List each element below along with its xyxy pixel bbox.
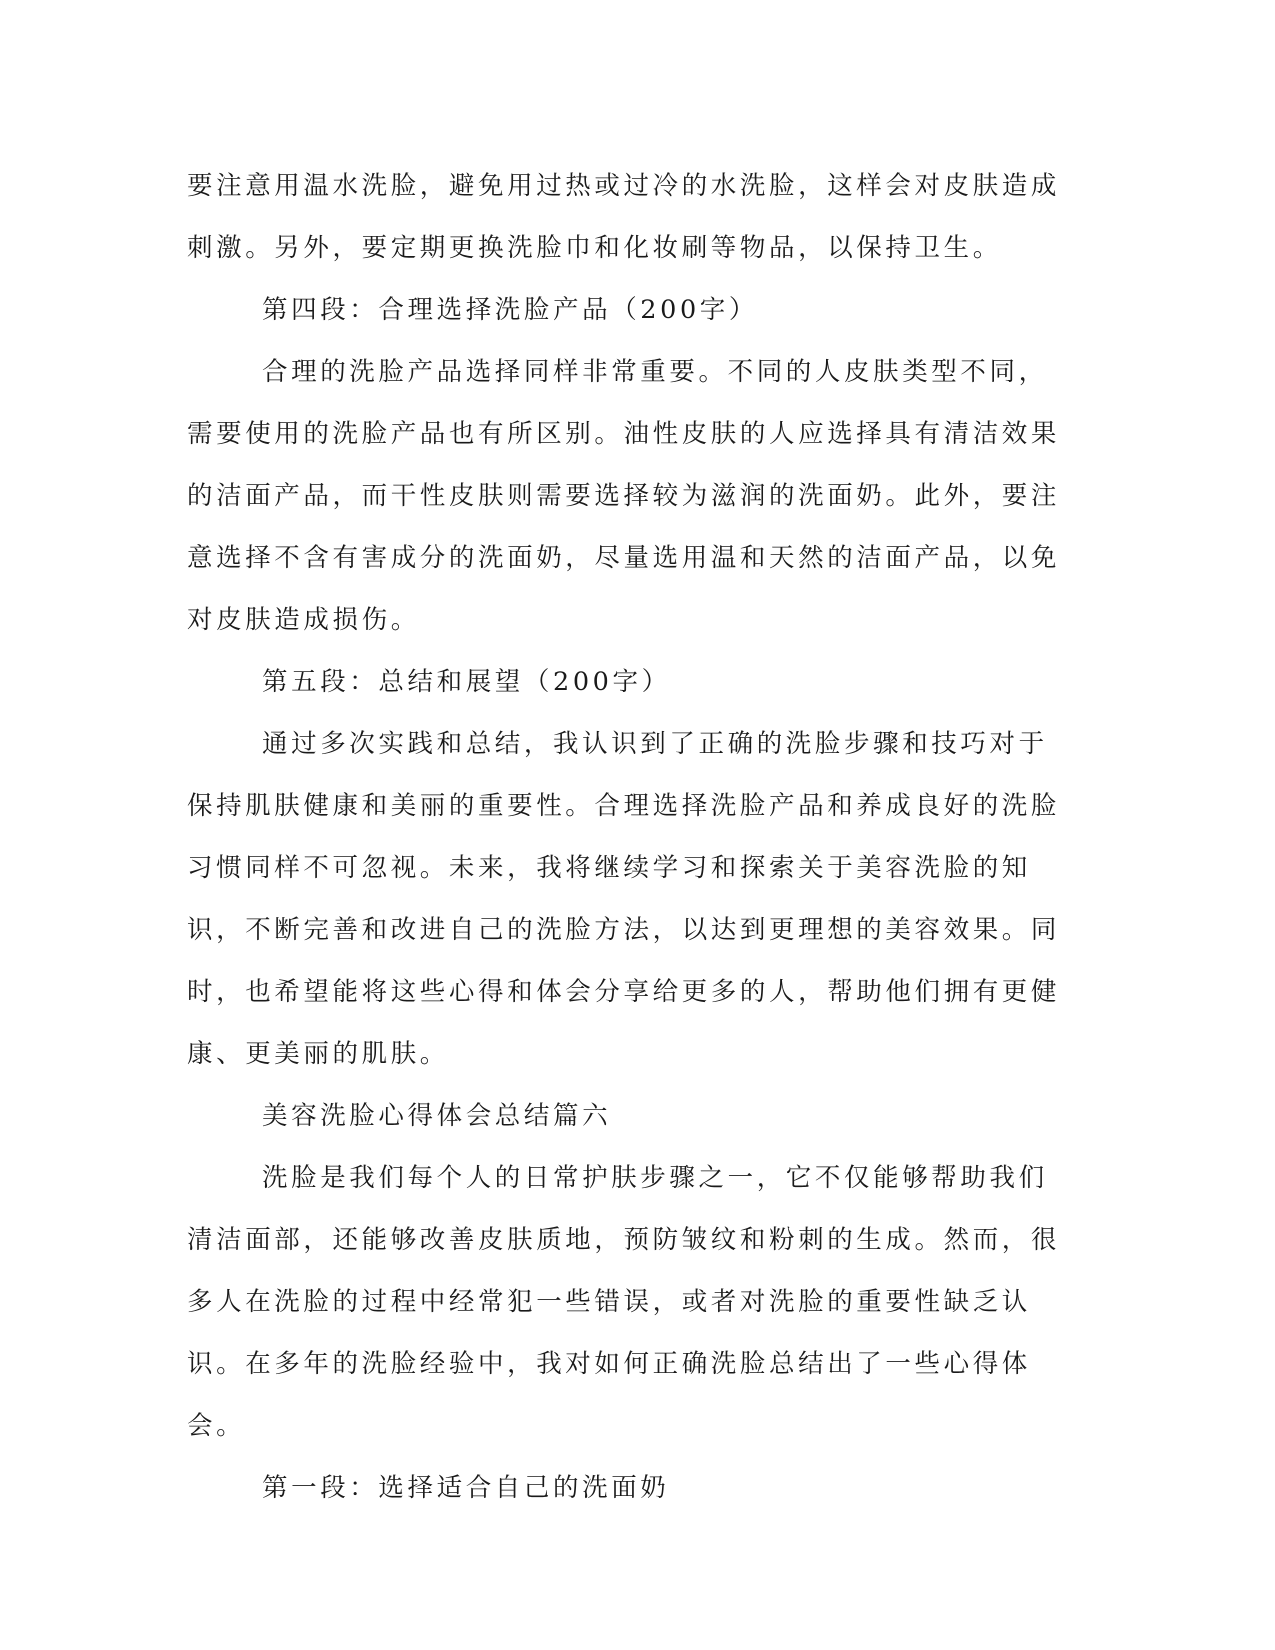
paragraph-intro: 洗脸是我们每个人的日常护肤步骤之一，它不仅能够帮助我们清洁面部，还能够改善皮肤质地，预防皱纹和粉刺的生成。然而，很多人在洗脸的过程中经常犯一些错误，或者对洗脸的重要性缺乏认识。在多年的洗脸经验中，我对如何正确洗脸总结出了一些心得体会。 [187, 1163, 1061, 1441]
paragraph-summary: 通过多次实践和总结，我认识到了正确的洗脸步骤和技巧对于保持肌肤健康和美丽的重要性。合理选择洗脸产品和养成良好的洗脸习惯同样不可忽视。未来，我将继续学习和探索关于美容洗脸的知识，不断完善和改进自己的洗脸方法，以达到更理想的美容效果。同时，也希望能将这些心得和体会分享给更多的人，帮助他们拥有更健康、更美丽的肌肤。 [187, 729, 1061, 1069]
paragraph-hygiene: 要注意用温水洗脸，避免用过热或过冷的水洗脸，这样会对皮肤造成刺激。另外，要定期更换洗脸巾和化妆刷等物品，以保持卫生。 [187, 171, 1061, 263]
section-heading-5: 第五段：总结和展望（200字） [262, 667, 671, 697]
paragraph-product-choice: 合理的洗脸产品选择同样非常重要。不同的人皮肤类型不同，需要使用的洗脸产品也有所区别。油性皮肤的人应选择具有清洁效果的洁面产品，而干性皮肤则需要选择较为滋润的洗面奶。此外，要注意选择不含有害成分的洗面奶，尽量选用温和天然的洁面产品，以免对皮肤造成损伤。 [187, 357, 1061, 635]
section-heading-1: 第一段：选择适合自己的洗面奶 [262, 1473, 670, 1503]
section-heading-4: 第四段：合理选择洗脸产品（200字） [262, 295, 758, 325]
document-body [187, 155, 1067, 1519]
article-title-part-6: 美容洗脸心得体会总结篇六 [262, 1101, 612, 1131]
